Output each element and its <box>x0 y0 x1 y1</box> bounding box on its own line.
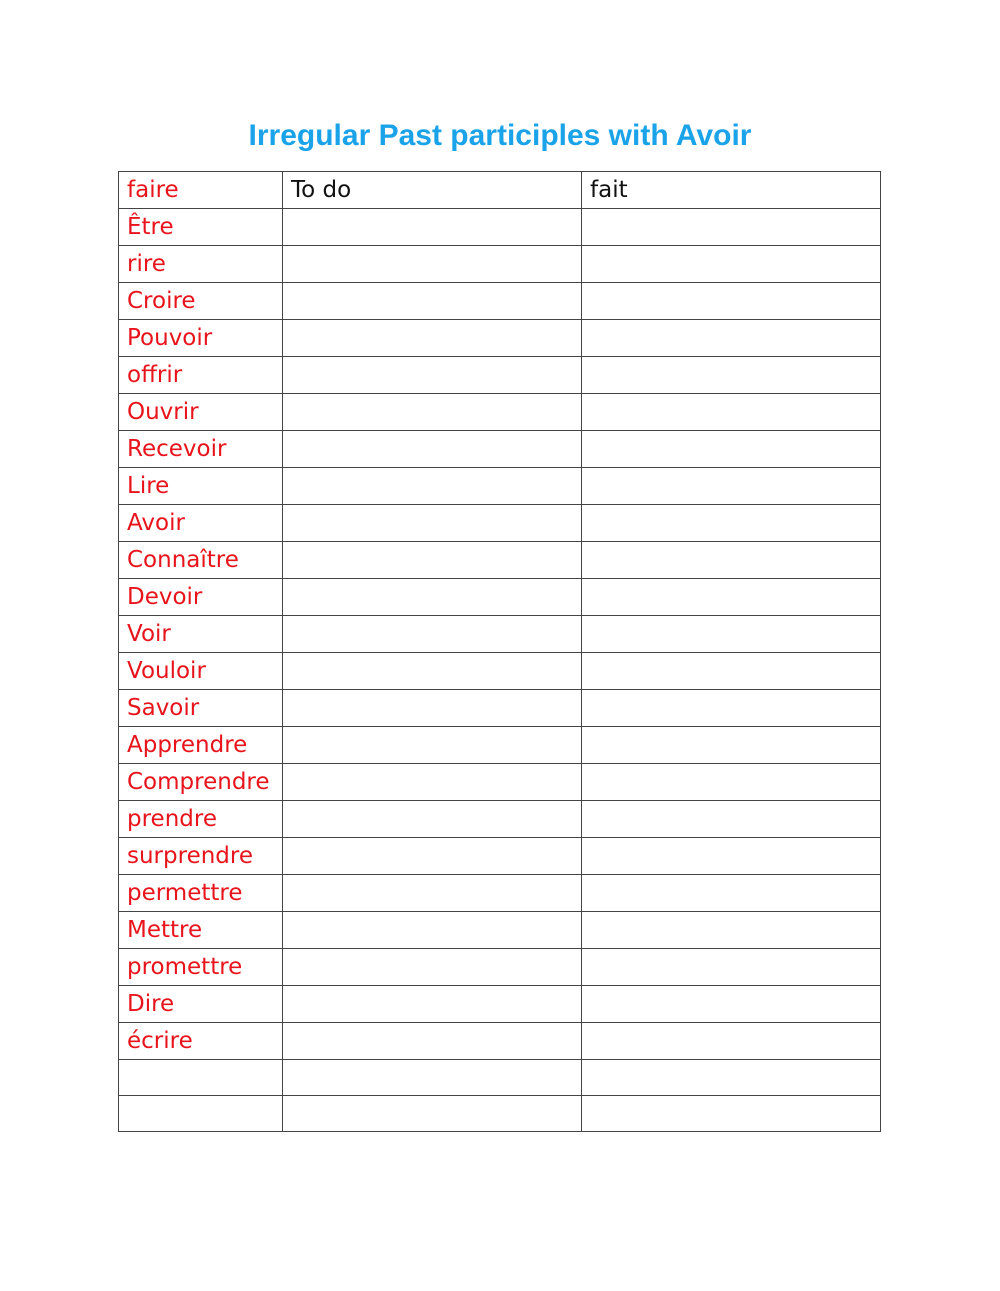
verb-cell <box>119 1096 283 1132</box>
meaning-answer-cell[interactable] <box>283 986 582 1023</box>
table-row <box>119 838 881 875</box>
meaning-answer-cell[interactable] <box>283 875 582 912</box>
verb-cell: rire <box>119 246 283 283</box>
table-row <box>119 727 881 764</box>
verb-cell: Être <box>119 209 283 246</box>
meaning-answer-cell[interactable] <box>283 209 582 246</box>
verb-cell: Recevoir <box>119 431 283 468</box>
meaning-answer-cell[interactable] <box>283 468 582 505</box>
table-row <box>119 616 881 653</box>
meaning-answer-cell[interactable] <box>283 764 582 801</box>
meaning-answer-cell[interactable] <box>283 949 582 986</box>
table-row <box>119 1096 881 1132</box>
meaning-answer-cell[interactable] <box>283 1096 582 1132</box>
meaning-answer-cell[interactable] <box>283 357 582 394</box>
meaning-answer-cell[interactable] <box>283 320 582 357</box>
table-row <box>119 949 881 986</box>
verb-cell: Croire <box>119 283 283 320</box>
table-row <box>119 912 881 949</box>
table-row <box>119 246 881 283</box>
table-row <box>119 431 881 468</box>
table-row <box>119 764 881 801</box>
verb-cell: Pouvoir <box>119 320 283 357</box>
table-row <box>119 320 881 357</box>
verb-cell: Ouvrir <box>119 394 283 431</box>
participle-answer-cell[interactable] <box>582 246 881 283</box>
participle-answer-cell[interactable] <box>582 986 881 1023</box>
meaning-answer-cell[interactable] <box>283 838 582 875</box>
verb-cell: Mettre <box>119 912 283 949</box>
participle-answer-cell[interactable] <box>582 579 881 616</box>
verb-cell: Savoir <box>119 690 283 727</box>
verb-cell: écrire <box>119 1023 283 1060</box>
table-row <box>119 394 881 431</box>
participle-answer-cell[interactable] <box>582 838 881 875</box>
verb-table <box>118 171 881 1132</box>
participle-answer-cell[interactable] <box>582 875 881 912</box>
page-title: Irregular Past participles with Avoir <box>248 119 752 152</box>
verb-cell <box>119 1060 283 1096</box>
participle-answer-cell[interactable] <box>582 357 881 394</box>
participle-answer-cell[interactable] <box>582 1060 881 1096</box>
verb-cell: Comprendre <box>119 764 283 801</box>
participle-answer-cell[interactable] <box>582 616 881 653</box>
meaning-answer-cell[interactable] <box>283 653 582 690</box>
meaning-answer-cell[interactable] <box>283 616 582 653</box>
verb-cell: prendre <box>119 801 283 838</box>
participle-answer-cell[interactable] <box>582 1096 881 1132</box>
meaning-answer-cell[interactable] <box>283 505 582 542</box>
verb-cell: Lire <box>119 468 283 505</box>
verb-cell: Voir <box>119 616 283 653</box>
meaning-answer-cell[interactable] <box>283 1023 582 1060</box>
participle-answer-cell[interactable] <box>582 394 881 431</box>
verb-table-body <box>119 172 881 1132</box>
participle-answer-cell[interactable] <box>582 801 881 838</box>
participle-answer-cell[interactable] <box>582 727 881 764</box>
verb-cell: Devoir <box>119 579 283 616</box>
table-row <box>119 986 881 1023</box>
participle-answer-cell[interactable] <box>582 912 881 949</box>
participle-answer-cell[interactable]: fait <box>582 172 881 209</box>
verb-cell: surprendre <box>119 838 283 875</box>
verb-cell: Avoir <box>119 505 283 542</box>
table-row <box>119 172 881 209</box>
meaning-answer-cell[interactable] <box>283 690 582 727</box>
verb-cell: Apprendre <box>119 727 283 764</box>
table-row <box>119 542 881 579</box>
participle-answer-cell[interactable] <box>582 431 881 468</box>
participle-answer-cell[interactable] <box>582 320 881 357</box>
meaning-answer-cell[interactable] <box>283 1060 582 1096</box>
participle-answer-cell[interactable] <box>582 505 881 542</box>
meaning-answer-cell[interactable] <box>283 283 582 320</box>
participle-answer-cell[interactable] <box>582 949 881 986</box>
verb-cell: offrir <box>119 357 283 394</box>
table-row <box>119 209 881 246</box>
table-row <box>119 468 881 505</box>
meaning-answer-cell[interactable] <box>283 912 582 949</box>
verb-cell: Dire <box>119 986 283 1023</box>
participle-answer-cell[interactable] <box>582 690 881 727</box>
meaning-answer-cell[interactable] <box>283 542 582 579</box>
table-row <box>119 653 881 690</box>
participle-answer-cell[interactable] <box>582 764 881 801</box>
table-row <box>119 875 881 912</box>
verb-cell: Vouloir <box>119 653 283 690</box>
table-row <box>119 357 881 394</box>
participle-answer-cell[interactable] <box>582 542 881 579</box>
verb-cell: permettre <box>119 875 283 912</box>
table-row <box>119 505 881 542</box>
verb-cell: Connaître <box>119 542 283 579</box>
table-row <box>119 801 881 838</box>
meaning-answer-cell[interactable] <box>283 579 582 616</box>
table-row <box>119 1023 881 1060</box>
participle-answer-cell[interactable] <box>582 209 881 246</box>
verb-cell: faire <box>119 172 283 209</box>
meaning-answer-cell[interactable] <box>283 431 582 468</box>
verb-cell: promettre <box>119 949 283 986</box>
meaning-answer-cell[interactable] <box>283 246 582 283</box>
table-row <box>119 579 881 616</box>
participle-answer-cell[interactable] <box>582 653 881 690</box>
meaning-answer-cell[interactable] <box>283 801 582 838</box>
table-row <box>119 690 881 727</box>
meaning-answer-cell[interactable] <box>283 394 582 431</box>
participle-answer-cell[interactable] <box>582 1023 881 1060</box>
meaning-answer-cell[interactable] <box>283 727 582 764</box>
table-row <box>119 1060 881 1096</box>
participle-answer-cell[interactable] <box>582 283 881 320</box>
participle-answer-cell[interactable] <box>582 468 881 505</box>
table-row <box>119 283 881 320</box>
meaning-answer-cell[interactable]: To do <box>283 172 582 209</box>
